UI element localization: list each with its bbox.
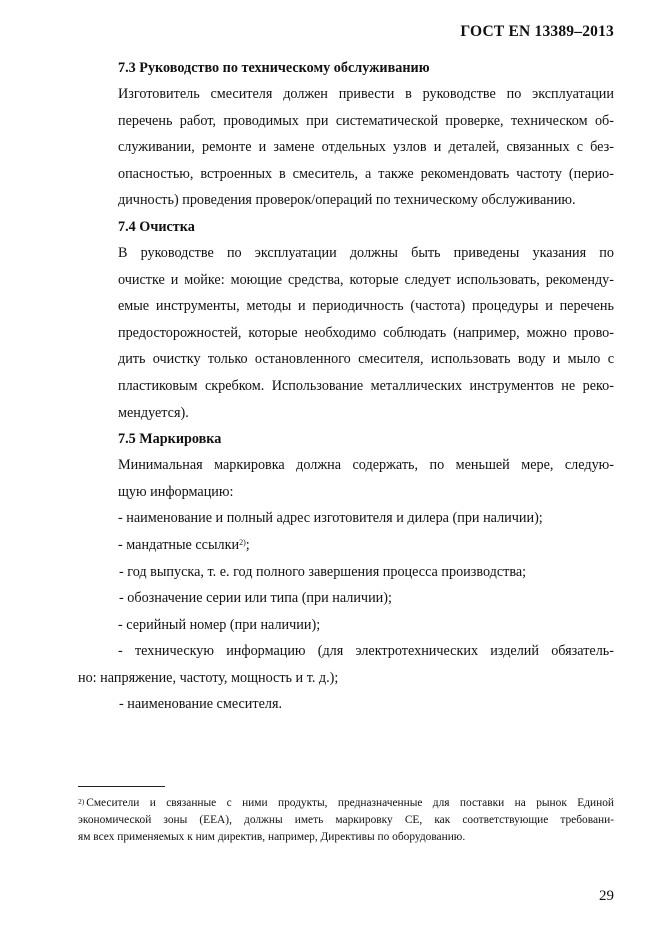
paragraph-line: емые инструменты, методы и периодичность (частота) процедуры и перечень <box>118 298 614 315</box>
list-item-line: но: напряжение, частоту, мощность и т. д.); <box>78 669 339 686</box>
section-7-3-paragraph <box>78 81 614 214</box>
footnote-reference: 2) <box>239 537 246 547</box>
paragraph-line: дичность) проведения проверок/операций по техническому обслуживанию. <box>118 192 576 209</box>
list-item-text: - мандатные ссылки <box>118 536 240 553</box>
section-7-5-intro <box>78 452 614 505</box>
list-item <box>78 532 614 559</box>
footnote-line: экономической зоны (ЕЕА), должны иметь маркировку СЕ, как соответствующие требовани- <box>78 814 614 826</box>
list-item: - обозначение серии или типа (при наличии); <box>119 590 392 607</box>
page-number: 29 <box>599 888 614 904</box>
list-item-punctuation: ; <box>245 536 250 553</box>
list-item: - год выпуска, т. е. год полного завершения процесса производства; <box>119 563 527 580</box>
document-body <box>78 55 614 718</box>
paragraph-line: Изготовитель смесителя должен привести в руководстве по эксплуатации <box>118 86 614 102</box>
section-7-4-paragraph <box>78 240 614 426</box>
footnote-line <box>78 795 614 812</box>
paragraph-line: перечень работ, проводимых при систематической проверке, техническом об- <box>118 112 614 129</box>
footnote <box>78 795 614 846</box>
section-7-4-heading: 7.4 Очистка <box>118 218 195 235</box>
list-item: - наименование и полный адрес изготовителя и дилера (при наличии); <box>118 510 543 527</box>
list-item-line: - техническую информацию (для электротехнических изделий обязатель- <box>118 643 614 660</box>
paragraph-line: опасностью, встроенных в смеситель, а также рекомендовать частоту (перио- <box>118 165 614 182</box>
paragraph-line: служивании, ремонте и замене отдельных узлов и деталей, связанных с без- <box>118 139 614 156</box>
list-item: - серийный номер (при наличии); <box>118 616 321 633</box>
paragraph-line: Минимальная маркировка должна содержать, по меньшей мере, следую- <box>118 457 614 474</box>
list-item: - наименование смесителя. <box>119 696 283 713</box>
page-header-standard-number: ГОСТ EN 13389–2013 <box>460 23 614 40</box>
paragraph-line: предосторожностей, которые необходимо соблюдать (например, можно прово- <box>118 324 614 341</box>
paragraph-line: очистке и мойке: моющие средства, которые следует использовать, рекоменду- <box>118 271 614 288</box>
section-7-5-heading: 7.5 Маркировка <box>118 431 222 448</box>
footnote-text: Смесители и связанные с ними продукты, предназначенные для поставки на рынок Единой <box>86 797 614 809</box>
list-item <box>78 638 614 691</box>
section-7-3-heading: 7.3 Руководство по техническому обслуживанию <box>118 60 430 76</box>
paragraph-line: пластиковым скребком. Использование металлических инструментов не реко- <box>118 377 614 394</box>
footnote-line: ям всех применяемых к ним директив, например, Директивы по оборудованию. <box>78 831 466 843</box>
footnote-mark: 2) <box>78 797 85 806</box>
paragraph-line: дить очистку только остановленного смесителя, использовать воду и мыло с <box>118 351 614 368</box>
footnote-separator <box>78 786 165 787</box>
paragraph-line: щую информацию: <box>118 483 234 500</box>
paragraph-line: В руководстве по эксплуатации должны быть приведены указания по <box>118 244 614 261</box>
paragraph-line: мендуется). <box>118 404 189 421</box>
